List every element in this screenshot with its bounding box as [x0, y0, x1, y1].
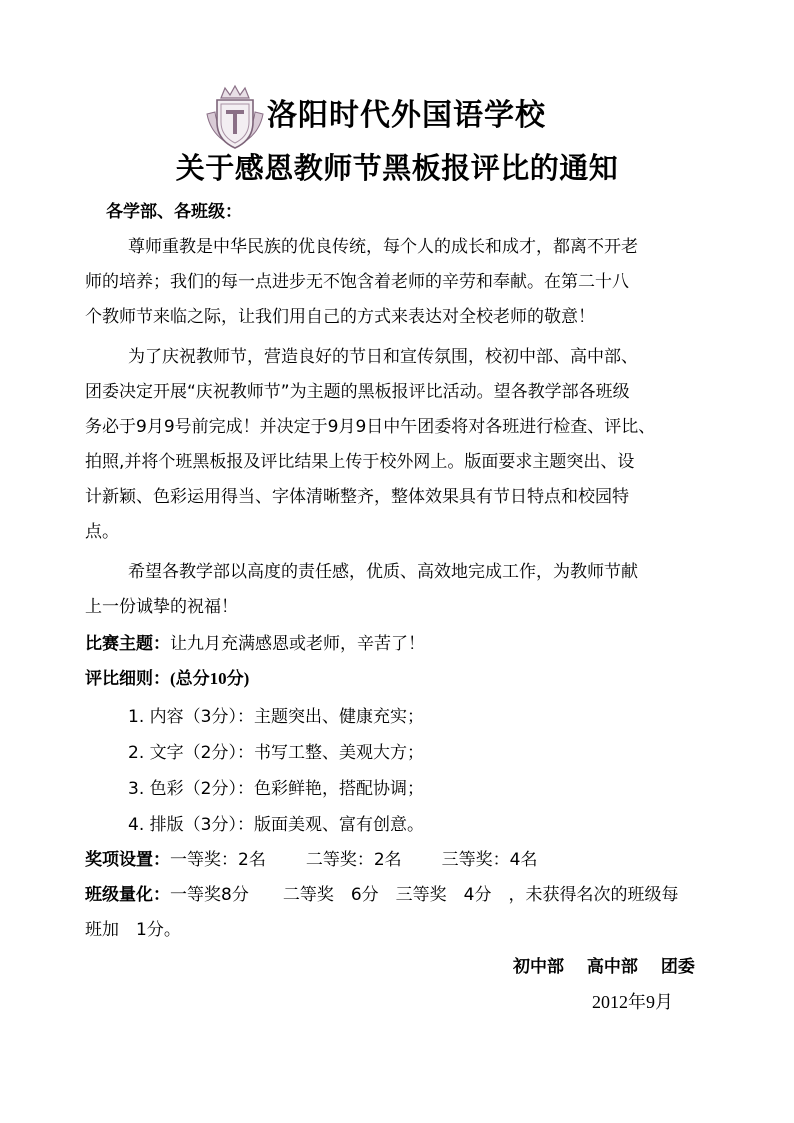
award-third: 三等奖：4名 — [441, 850, 538, 870]
criteria-item: 1. 内容（3分）：主题突出、健康充实； — [128, 707, 424, 727]
paragraph-2-line-1: 为了庆祝教师节，营造良好的节日和宣传氛围，校初中部、高中部、 — [128, 347, 638, 367]
paragraph-2-line-3: 务必于9月9号前完成！并决定于9月9日中午团委将对各班进行检查、评比、 — [85, 417, 656, 437]
award-second: 二等奖：2名 — [305, 850, 402, 870]
criteria-item: 4. 排版（3分）：版面美观、富有创意。 — [128, 815, 424, 835]
signature-units: 初中部 高中部 团委 — [513, 957, 695, 977]
quantify-line-2: 班加 1分。 — [85, 920, 181, 940]
criteria-item: 2. 文字（2分）：书写工整、美观大方； — [128, 743, 424, 763]
quantify-label: 班级量化： — [85, 885, 170, 905]
criteria-row — [85, 667, 705, 691]
greeting: 各学部、各班级： — [106, 202, 242, 222]
school-name: 洛阳时代外国语学校 — [267, 98, 546, 133]
criteria-item: 3. 色彩（2分）：色彩鲜艳，搭配协调； — [128, 779, 424, 799]
theme-row — [85, 632, 705, 656]
quantify-row — [85, 883, 705, 907]
theme-text: 让九月充满感恩或老师，辛苦了！ — [170, 634, 425, 654]
criteria-total: (总分10分) — [170, 669, 250, 688]
paragraph-2-line-4: 拍照,并将个班黑板报及评比结果上传于校外网上。版面要求主题突出、设 — [85, 452, 635, 472]
header — [0, 80, 794, 150]
quantify-line-1: 一等奖8分 二等奖 6分 三等奖 4分 ，未获得名次的班级每 — [170, 885, 679, 905]
paragraph-1-line-2: 师的培养；我们的每一点进步无不饱含着老师的辛劳和奉献。在第二十八 — [85, 272, 629, 292]
awards-row — [85, 848, 705, 872]
criteria-label: 评比细则： — [85, 669, 170, 689]
signature-date: 2012年9月 — [592, 992, 673, 1012]
award-first: 一等奖：2名 — [170, 850, 266, 870]
theme-label: 比赛主题： — [85, 634, 170, 654]
paragraph-2-line-2: 团委决定开展“庆祝教师节”为主题的黑板报评比活动。望各教学部各班级 — [85, 382, 630, 402]
paragraph-3-line-2: 上一份诚挚的祝福！ — [85, 597, 238, 617]
paragraph-1-line-1: 尊师重教是中华民族的优良传统，每个人的成长和成才，都离不开老 — [128, 237, 638, 257]
paragraph-2-line-6: 点。 — [85, 522, 119, 542]
paragraph-1-line-3: 个教师节来临之际，让我们用自己的方式来表达对全校老师的敬意！ — [85, 307, 595, 327]
paragraph-2-line-5: 计新颖、色彩运用得当、字体清晰整齐，整体效果具有节日特点和校园特 — [85, 487, 629, 507]
awards-label: 奖项设置： — [85, 850, 170, 870]
page-title: 关于感恩教师节黑板报评比的通知 — [175, 151, 619, 185]
school-crest-icon — [203, 84, 267, 152]
paragraph-3-line-1: 希望各教学部以高度的责任感，优质、高效地完成工作，为教师节献 — [128, 562, 638, 582]
